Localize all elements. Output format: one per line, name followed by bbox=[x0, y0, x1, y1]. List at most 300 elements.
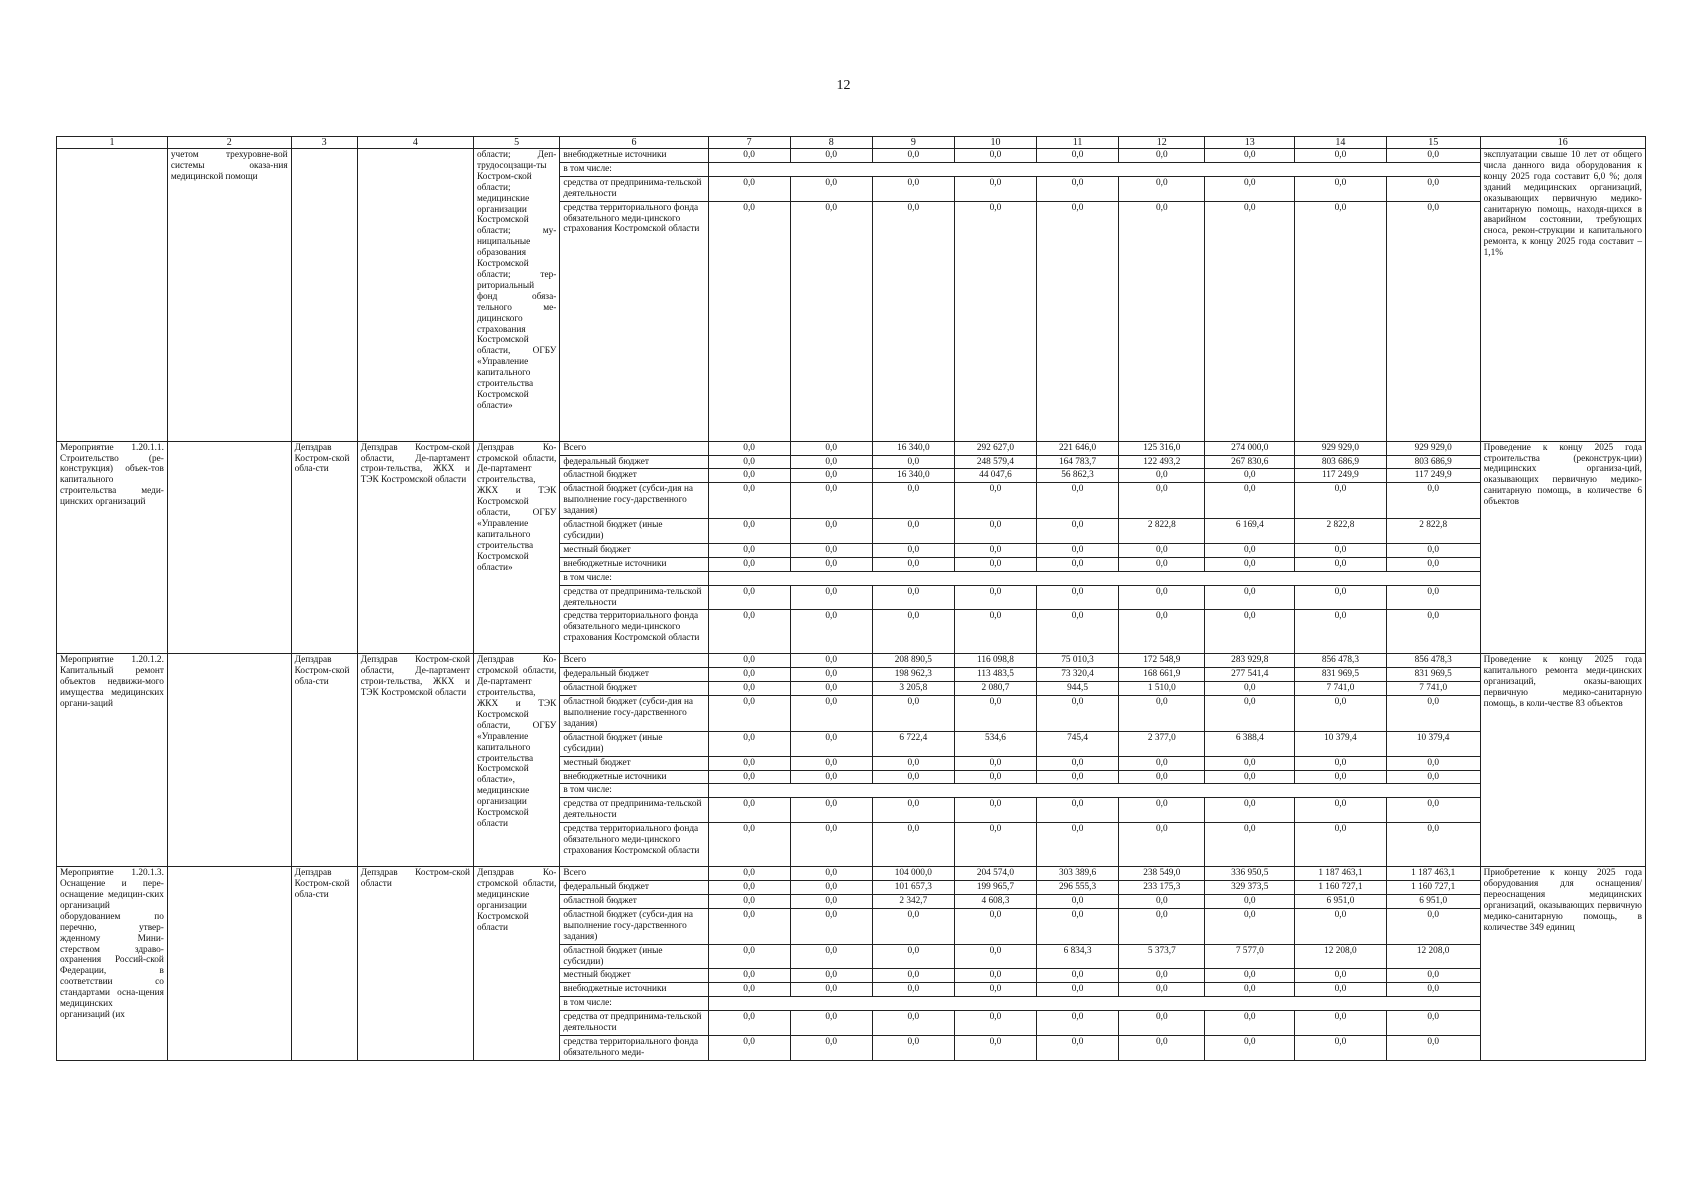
value-cell: 2 822,8 bbox=[1295, 519, 1387, 544]
value-cell: 208 890,5 bbox=[872, 654, 954, 668]
value-cell: 0,0 bbox=[1119, 1011, 1205, 1036]
value-cell: 1 160 727,1 bbox=[1295, 881, 1387, 895]
table-row bbox=[57, 441, 1646, 455]
empty-cell bbox=[708, 784, 1480, 798]
value-cell: 0,0 bbox=[1386, 149, 1480, 163]
value-cell: 1 160 727,1 bbox=[1386, 881, 1480, 895]
funding-source-cell: внебюджетные источники bbox=[560, 983, 708, 997]
coexecutor-cell bbox=[357, 149, 473, 442]
value-cell: 0,0 bbox=[1119, 798, 1205, 823]
responsible-cell bbox=[291, 149, 357, 442]
value-cell: 0,0 bbox=[872, 585, 954, 610]
funding-source-cell: внебюджетные источники bbox=[560, 557, 708, 571]
value-cell: 0,0 bbox=[708, 770, 790, 784]
responsible-cell: Депздрав Костром-ской обла-сти bbox=[291, 441, 357, 654]
value-cell: 0,0 bbox=[1295, 557, 1387, 571]
header-cell: 8 bbox=[790, 137, 872, 149]
participant-cell: Депздрав Ко-стромской области, Де-партамент строительства, ЖКХ и ТЭК Костромской области, ОГБУ «Управление капитального строительства Костромской области» bbox=[473, 441, 559, 654]
value-cell: 0,0 bbox=[790, 176, 872, 201]
value-cell: 0,0 bbox=[708, 557, 790, 571]
value-cell: 0,0 bbox=[790, 519, 872, 544]
table-row bbox=[57, 867, 1646, 881]
value-cell: 0,0 bbox=[1205, 969, 1295, 983]
value-cell: 198 962,3 bbox=[872, 668, 954, 682]
budget-table bbox=[56, 136, 1646, 1061]
value-cell: 168 661,9 bbox=[1119, 668, 1205, 682]
value-cell: 0,0 bbox=[1295, 696, 1387, 732]
value-cell: 0,0 bbox=[1037, 969, 1119, 983]
value-cell: 0,0 bbox=[1119, 908, 1205, 944]
responsible-cell: Депздрав Костром-ской обла-сти bbox=[291, 867, 357, 1061]
value-cell: 44 047,6 bbox=[954, 469, 1036, 483]
value-cell: 0,0 bbox=[872, 798, 954, 823]
description-cell bbox=[167, 441, 291, 654]
value-cell: 4 608,3 bbox=[954, 895, 1036, 909]
value-cell: 0,0 bbox=[1205, 908, 1295, 944]
value-cell: 0,0 bbox=[1205, 149, 1295, 163]
program-item-cell: Мероприятие 1.20.1.2. Капитальный ремонт объектов недвижи-мого имущества медицинских органи-заций bbox=[57, 654, 168, 867]
value-cell: 172 548,9 bbox=[1119, 654, 1205, 668]
value-cell: 0,0 bbox=[954, 585, 1036, 610]
value-cell: 0,0 bbox=[708, 823, 790, 867]
value-cell: 10 379,4 bbox=[1386, 731, 1480, 756]
value-cell: 831 969,5 bbox=[1295, 668, 1387, 682]
funding-source-cell: областной бюджет (субси-дия на выполнение госу-дарственного задания) bbox=[560, 696, 708, 732]
value-cell: 0,0 bbox=[708, 756, 790, 770]
value-cell: 0,0 bbox=[708, 895, 790, 909]
value-cell: 745,4 bbox=[1037, 731, 1119, 756]
funding-source-cell: областной бюджет (субси-дия на выполнение госу-дарственного задания) bbox=[560, 908, 708, 944]
value-cell: 0,0 bbox=[790, 881, 872, 895]
value-cell: 0,0 bbox=[1119, 176, 1205, 201]
value-cell: 0,0 bbox=[1295, 585, 1387, 610]
funding-source-cell: федеральный бюджет bbox=[560, 668, 708, 682]
funding-source-cell: внебюджетные источники bbox=[560, 770, 708, 784]
value-cell: 0,0 bbox=[954, 696, 1036, 732]
responsible-cell: Депздрав Костром-ской обла-сти bbox=[291, 654, 357, 867]
value-cell: 0,0 bbox=[1037, 798, 1119, 823]
result-cell: Приобретение к концу 2025 года оборудования для оснащения/переоснащения медицинских организаций, оказывающих первичную медико-санитарную помощь, в количестве 349 единиц bbox=[1480, 867, 1645, 1061]
funding-source-cell: средства от предпринима-тельской деятельности bbox=[560, 585, 708, 610]
value-cell: 0,0 bbox=[1037, 895, 1119, 909]
value-cell: 6 834,3 bbox=[1037, 944, 1119, 969]
value-cell: 0,0 bbox=[1386, 983, 1480, 997]
value-cell: 0,0 bbox=[790, 1035, 872, 1060]
header-cell: 13 bbox=[1205, 137, 1295, 149]
value-cell: 0,0 bbox=[790, 867, 872, 881]
funding-source-cell: средства территориального фонда обязательного меди-цинского страхования Костромской области bbox=[560, 823, 708, 867]
value-cell: 0,0 bbox=[872, 557, 954, 571]
value-cell: 0,0 bbox=[1037, 519, 1119, 544]
value-cell: 0,0 bbox=[790, 557, 872, 571]
value-cell: 0,0 bbox=[1037, 770, 1119, 784]
value-cell: 0,0 bbox=[790, 983, 872, 997]
value-cell: 0,0 bbox=[790, 668, 872, 682]
value-cell: 0,0 bbox=[1119, 770, 1205, 784]
value-cell: 0,0 bbox=[1386, 543, 1480, 557]
table-row bbox=[57, 654, 1646, 668]
value-cell: 0,0 bbox=[1205, 557, 1295, 571]
value-cell: 0,0 bbox=[1119, 983, 1205, 997]
value-cell: 0,0 bbox=[708, 149, 790, 163]
value-cell: 0,0 bbox=[954, 823, 1036, 867]
value-cell: 113 483,5 bbox=[954, 668, 1036, 682]
participant-cell: Депздрав Ко-стромской области, медицинские организации Костромской области bbox=[473, 867, 559, 1061]
value-cell: 0,0 bbox=[1205, 585, 1295, 610]
coexecutor-cell: Депздрав Костром-ской области, Де-партамент строи-тельства, ЖКХ и ТЭК Костромской области bbox=[357, 441, 473, 654]
value-cell: 0,0 bbox=[1119, 610, 1205, 654]
program-item-cell: Мероприятие 1.20.1.1. Строительство (ре-конструкция) объек-тов капитального строительства меди-цинских организаций bbox=[57, 441, 168, 654]
funding-source-cell: в том числе: bbox=[560, 571, 708, 585]
value-cell: 0,0 bbox=[954, 798, 1036, 823]
header-cell: 2 bbox=[167, 137, 291, 149]
value-cell: 831 969,5 bbox=[1386, 668, 1480, 682]
value-cell: 0,0 bbox=[1295, 1035, 1387, 1060]
value-cell: 0,0 bbox=[1386, 969, 1480, 983]
value-cell: 0,0 bbox=[1295, 969, 1387, 983]
value-cell: 0,0 bbox=[872, 696, 954, 732]
coexecutor-cell: Депздрав Костром-ской области bbox=[357, 867, 473, 1061]
value-cell: 0,0 bbox=[1119, 543, 1205, 557]
value-cell: 0,0 bbox=[708, 969, 790, 983]
value-cell: 7 741,0 bbox=[1386, 682, 1480, 696]
value-cell: 0,0 bbox=[1037, 696, 1119, 732]
value-cell: 0,0 bbox=[708, 731, 790, 756]
value-cell: 929 929,0 bbox=[1295, 441, 1387, 455]
participant-cell: Депздрав Ко-стромской области, Де-партамент строительства, ЖКХ и ТЭК Костромской области, ОГБУ «Управление капитального строительства Костромской области», медицинские организации Костромской области bbox=[473, 654, 559, 867]
value-cell: 929 929,0 bbox=[1386, 441, 1480, 455]
value-cell: 267 830,6 bbox=[1205, 455, 1295, 469]
empty-cell bbox=[708, 997, 1480, 1011]
value-cell: 0,0 bbox=[708, 682, 790, 696]
page-number: 12 bbox=[836, 78, 851, 93]
value-cell: 0,0 bbox=[790, 483, 872, 519]
value-cell: 0,0 bbox=[1119, 696, 1205, 732]
value-cell: 0,0 bbox=[1119, 823, 1205, 867]
value-cell: 6 388,4 bbox=[1205, 731, 1295, 756]
value-cell: 0,0 bbox=[1119, 469, 1205, 483]
funding-source-cell: областной бюджет bbox=[560, 895, 708, 909]
value-cell: 0,0 bbox=[1205, 823, 1295, 867]
value-cell: 0,0 bbox=[954, 983, 1036, 997]
value-cell: 329 373,5 bbox=[1205, 881, 1295, 895]
value-cell: 0,0 bbox=[1205, 770, 1295, 784]
program-item-cell: Мероприятие 1.20.1.3. Оснащение и пере-оснащение медицин-ских организаций оборудованием по перечню, утвер-жденному Мини-стерством здраво-охранения Россий-ской Федерации, в соответствии со стандартами осна-щения медицинских организаций (их bbox=[57, 867, 168, 1061]
funding-source-cell: областной бюджет bbox=[560, 469, 708, 483]
funding-source-cell: Всего bbox=[560, 867, 708, 881]
value-cell: 0,0 bbox=[1386, 770, 1480, 784]
value-cell: 2 822,8 bbox=[1119, 519, 1205, 544]
funding-source-cell: в том числе: bbox=[560, 162, 708, 176]
value-cell: 0,0 bbox=[1295, 770, 1387, 784]
value-cell: 0,0 bbox=[872, 543, 954, 557]
header-cell: 7 bbox=[708, 137, 790, 149]
value-cell: 0,0 bbox=[1119, 756, 1205, 770]
funding-source-cell: в том числе: bbox=[560, 784, 708, 798]
value-cell: 164 783,7 bbox=[1037, 455, 1119, 469]
funding-source-cell: внебюджетные источники bbox=[560, 149, 708, 163]
value-cell: 0,0 bbox=[790, 654, 872, 668]
value-cell: 283 929,8 bbox=[1205, 654, 1295, 668]
value-cell: 0,0 bbox=[790, 585, 872, 610]
funding-source-cell: средства от предпринима-тельской деятельности bbox=[560, 1011, 708, 1036]
value-cell: 0,0 bbox=[954, 756, 1036, 770]
result-cell: Проведение к концу 2025 года капитального ремонта меди-цинских организаций, оказы-вающих первичную медико-санитарную помощь, в коли-честве 83 объектов bbox=[1480, 654, 1645, 867]
value-cell: 1 510,0 bbox=[1119, 682, 1205, 696]
funding-source-cell: средства от предпринима-тельской деятельности bbox=[560, 798, 708, 823]
value-cell: 0,0 bbox=[872, 1011, 954, 1036]
value-cell: 292 627,0 bbox=[954, 441, 1036, 455]
value-cell: 0,0 bbox=[1119, 585, 1205, 610]
value-cell: 104 000,0 bbox=[872, 867, 954, 881]
value-cell: 101 657,3 bbox=[872, 881, 954, 895]
header-cell: 11 bbox=[1037, 137, 1119, 149]
value-cell: 0,0 bbox=[790, 455, 872, 469]
value-cell: 1 187 463,1 bbox=[1295, 867, 1387, 881]
value-cell: 0,0 bbox=[708, 201, 790, 441]
value-cell: 6 722,4 bbox=[872, 731, 954, 756]
value-cell: 0,0 bbox=[708, 654, 790, 668]
value-cell: 803 686,9 bbox=[1295, 455, 1387, 469]
value-cell: 0,0 bbox=[1119, 483, 1205, 519]
value-cell: 10 379,4 bbox=[1295, 731, 1387, 756]
description-cell bbox=[167, 654, 291, 867]
value-cell: 0,0 bbox=[954, 149, 1036, 163]
value-cell: 0,0 bbox=[790, 969, 872, 983]
value-cell: 0,0 bbox=[1386, 585, 1480, 610]
header-cell: 3 bbox=[291, 137, 357, 149]
program-item-cell bbox=[57, 149, 168, 442]
value-cell: 0,0 bbox=[872, 610, 954, 654]
value-cell: 0,0 bbox=[1295, 201, 1387, 441]
value-cell: 0,0 bbox=[1386, 483, 1480, 519]
value-cell: 116 098,8 bbox=[954, 654, 1036, 668]
value-cell: 0,0 bbox=[1037, 557, 1119, 571]
value-cell: 0,0 bbox=[1295, 610, 1387, 654]
funding-source-cell: местный бюджет bbox=[560, 969, 708, 983]
value-cell: 0,0 bbox=[708, 441, 790, 455]
value-cell: 0,0 bbox=[790, 149, 872, 163]
value-cell: 0,0 bbox=[1386, 557, 1480, 571]
value-cell: 0,0 bbox=[790, 441, 872, 455]
value-cell: 0,0 bbox=[708, 983, 790, 997]
value-cell: 0,0 bbox=[954, 483, 1036, 519]
value-cell: 0,0 bbox=[708, 668, 790, 682]
value-cell: 0,0 bbox=[790, 798, 872, 823]
table-row bbox=[57, 149, 1646, 163]
funding-source-cell: областной бюджет bbox=[560, 682, 708, 696]
header-cell: 4 bbox=[357, 137, 473, 149]
value-cell: 0,0 bbox=[1037, 823, 1119, 867]
value-cell: 0,0 bbox=[708, 696, 790, 732]
value-cell: 0,0 bbox=[872, 770, 954, 784]
value-cell: 16 340,0 bbox=[872, 469, 954, 483]
value-cell: 0,0 bbox=[1037, 201, 1119, 441]
value-cell: 0,0 bbox=[790, 908, 872, 944]
value-cell: 0,0 bbox=[708, 881, 790, 895]
value-cell: 0,0 bbox=[1119, 1035, 1205, 1060]
value-cell: 0,0 bbox=[708, 176, 790, 201]
value-cell: 0,0 bbox=[790, 1011, 872, 1036]
value-cell: 856 478,3 bbox=[1386, 654, 1480, 668]
value-cell: 0,0 bbox=[954, 176, 1036, 201]
value-cell: 274 000,0 bbox=[1205, 441, 1295, 455]
value-cell: 0,0 bbox=[872, 455, 954, 469]
description-cell: учетом трехуровне-вой системы оказа-ния медицинской помощи bbox=[167, 149, 291, 442]
value-cell: 0,0 bbox=[1205, 696, 1295, 732]
value-cell: 0,0 bbox=[954, 969, 1036, 983]
value-cell: 0,0 bbox=[1119, 969, 1205, 983]
value-cell: 0,0 bbox=[708, 543, 790, 557]
value-cell: 0,0 bbox=[708, 455, 790, 469]
value-cell: 0,0 bbox=[708, 519, 790, 544]
empty-cell bbox=[708, 571, 1480, 585]
value-cell: 0,0 bbox=[872, 149, 954, 163]
value-cell: 2 080,7 bbox=[954, 682, 1036, 696]
value-cell: 0,0 bbox=[954, 519, 1036, 544]
value-cell: 0,0 bbox=[954, 1011, 1036, 1036]
value-cell: 73 320,4 bbox=[1037, 668, 1119, 682]
participant-cell: области; Деп-трудосоцзащи-ты Костром-ской области; медицинские организации Костромской области; му-ниципальные образования Костромской области; тер-риториальный фонд обяза-тельного ме-дицинского страхования Костромской области, ОГБУ «Управление капитального строительства Костромской области» bbox=[473, 149, 559, 442]
funding-source-cell: областной бюджет (субси-дия на выполнение госу-дарственного задания) bbox=[560, 483, 708, 519]
value-cell: 117 249,9 bbox=[1386, 469, 1480, 483]
value-cell: 0,0 bbox=[872, 1035, 954, 1060]
value-cell: 0,0 bbox=[708, 798, 790, 823]
value-cell: 856 478,3 bbox=[1295, 654, 1387, 668]
value-cell: 0,0 bbox=[1037, 585, 1119, 610]
result-cell: Проведение к концу 2025 года строительства (реконструк-ции) медицинских организа-ций, оказывающих первичную медико-санитарную помощь, в количестве 6 объектов bbox=[1480, 441, 1645, 654]
value-cell: 0,0 bbox=[1386, 798, 1480, 823]
value-cell: 0,0 bbox=[872, 969, 954, 983]
value-cell: 238 549,0 bbox=[1119, 867, 1205, 881]
funding-source-cell: областной бюджет (иные субсидии) bbox=[560, 944, 708, 969]
value-cell: 0,0 bbox=[1295, 1011, 1387, 1036]
value-cell: 2 377,0 bbox=[1119, 731, 1205, 756]
value-cell: 0,0 bbox=[790, 756, 872, 770]
value-cell: 0,0 bbox=[1386, 696, 1480, 732]
value-cell: 0,0 bbox=[708, 469, 790, 483]
value-cell: 0,0 bbox=[1205, 469, 1295, 483]
value-cell: 221 646,0 bbox=[1037, 441, 1119, 455]
value-cell: 2 822,8 bbox=[1386, 519, 1480, 544]
value-cell: 0,0 bbox=[1037, 543, 1119, 557]
value-cell: 0,0 bbox=[1295, 483, 1387, 519]
value-cell: 2 342,7 bbox=[872, 895, 954, 909]
funding-source-cell: в том числе: bbox=[560, 997, 708, 1011]
empty-cell bbox=[708, 162, 1480, 176]
header-cell: 1 bbox=[57, 137, 168, 149]
header-cell: 6 bbox=[560, 137, 708, 149]
value-cell: 0,0 bbox=[1386, 823, 1480, 867]
value-cell: 0,0 bbox=[1205, 798, 1295, 823]
value-cell: 16 340,0 bbox=[872, 441, 954, 455]
value-cell: 0,0 bbox=[1119, 201, 1205, 441]
funding-source-cell: средства от предпринима-тельской деятельности bbox=[560, 176, 708, 201]
value-cell: 0,0 bbox=[1205, 610, 1295, 654]
header-cell: 15 bbox=[1386, 137, 1480, 149]
value-cell: 0,0 bbox=[872, 983, 954, 997]
value-cell: 122 493,2 bbox=[1119, 455, 1205, 469]
value-cell: 303 389,6 bbox=[1037, 867, 1119, 881]
value-cell: 0,0 bbox=[1295, 823, 1387, 867]
funding-source-cell: местный бюджет bbox=[560, 756, 708, 770]
value-cell: 6 951,0 bbox=[1386, 895, 1480, 909]
value-cell: 12 208,0 bbox=[1386, 944, 1480, 969]
value-cell: 0,0 bbox=[954, 1035, 1036, 1060]
value-cell: 0,0 bbox=[1037, 756, 1119, 770]
value-cell: 0,0 bbox=[954, 610, 1036, 654]
value-cell: 0,0 bbox=[954, 770, 1036, 784]
value-cell: 0,0 bbox=[708, 1035, 790, 1060]
value-cell: 803 686,9 bbox=[1386, 455, 1480, 469]
value-cell: 0,0 bbox=[790, 731, 872, 756]
value-cell: 0,0 bbox=[1295, 798, 1387, 823]
value-cell: 0,0 bbox=[872, 519, 954, 544]
value-cell: 75 010,3 bbox=[1037, 654, 1119, 668]
value-cell: 6 951,0 bbox=[1295, 895, 1387, 909]
value-cell: 248 579,4 bbox=[954, 455, 1036, 469]
value-cell: 0,0 bbox=[1386, 908, 1480, 944]
value-cell: 12 208,0 bbox=[1295, 944, 1387, 969]
value-cell: 117 249,9 bbox=[1295, 469, 1387, 483]
value-cell: 0,0 bbox=[1295, 176, 1387, 201]
value-cell: 0,0 bbox=[1037, 610, 1119, 654]
value-cell: 0,0 bbox=[1037, 149, 1119, 163]
value-cell: 0,0 bbox=[1205, 983, 1295, 997]
value-cell: 0,0 bbox=[1205, 1011, 1295, 1036]
value-cell: 6 169,4 bbox=[1205, 519, 1295, 544]
value-cell: 0,0 bbox=[790, 696, 872, 732]
value-cell: 7 577,0 bbox=[1205, 944, 1295, 969]
value-cell: 0,0 bbox=[1386, 756, 1480, 770]
value-cell: 0,0 bbox=[872, 908, 954, 944]
value-cell: 3 205,8 bbox=[872, 682, 954, 696]
value-cell: 125 316,0 bbox=[1119, 441, 1205, 455]
value-cell: 1 187 463,1 bbox=[1386, 867, 1480, 881]
value-cell: 0,0 bbox=[1386, 201, 1480, 441]
header-row bbox=[57, 137, 1646, 149]
value-cell: 0,0 bbox=[1386, 1035, 1480, 1060]
value-cell: 0,0 bbox=[1037, 1035, 1119, 1060]
value-cell: 0,0 bbox=[1037, 1011, 1119, 1036]
value-cell: 0,0 bbox=[790, 682, 872, 696]
value-cell: 0,0 bbox=[954, 944, 1036, 969]
value-cell: 0,0 bbox=[790, 944, 872, 969]
value-cell: 0,0 bbox=[1386, 1011, 1480, 1036]
value-cell: 0,0 bbox=[1386, 610, 1480, 654]
header-cell: 9 bbox=[872, 137, 954, 149]
value-cell: 0,0 bbox=[954, 543, 1036, 557]
value-cell: 0,0 bbox=[790, 543, 872, 557]
value-cell: 0,0 bbox=[1205, 895, 1295, 909]
value-cell: 0,0 bbox=[1295, 149, 1387, 163]
value-cell: 0,0 bbox=[872, 176, 954, 201]
value-cell: 296 555,3 bbox=[1037, 881, 1119, 895]
value-cell: 0,0 bbox=[1205, 201, 1295, 441]
value-cell: 0,0 bbox=[954, 908, 1036, 944]
header-cell: 12 bbox=[1119, 137, 1205, 149]
value-cell: 0,0 bbox=[1037, 983, 1119, 997]
value-cell: 7 741,0 bbox=[1295, 682, 1387, 696]
value-cell: 0,0 bbox=[872, 483, 954, 519]
funding-source-cell: Всего bbox=[560, 441, 708, 455]
value-cell: 0,0 bbox=[1205, 682, 1295, 696]
value-cell: 0,0 bbox=[1037, 176, 1119, 201]
value-cell: 0,0 bbox=[1205, 483, 1295, 519]
value-cell: 0,0 bbox=[1037, 483, 1119, 519]
value-cell: 0,0 bbox=[708, 483, 790, 519]
value-cell: 0,0 bbox=[708, 944, 790, 969]
